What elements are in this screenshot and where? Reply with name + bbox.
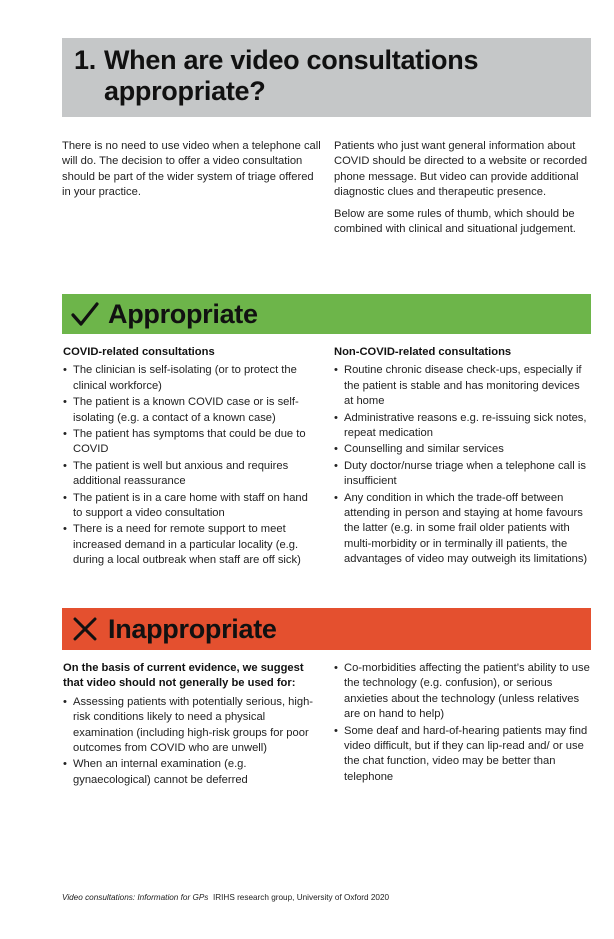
list-item: • The patient has symptoms that could be due to COVID xyxy=(63,427,313,458)
list-item: • Counselling and similar services xyxy=(334,442,592,457)
publication-title: Video consultations: Information for GPs xyxy=(62,893,209,902)
list-item: • The patient is a known COVID case or is self-isolating (e.g. a contact of a known case) xyxy=(63,395,313,426)
intro-right-paragraph-1: Patients who just want general information about COVID should be directed to a website or recorded phone message. But video can provide additional diagnostic clues and therapeutic presence. xyxy=(334,140,588,199)
inappropriate-intro: On the basis of current evidence, we suggest that video should not generally be used for: xyxy=(63,662,304,690)
list-item: • Administrative reasons e.g. re-issuing sick notes, repeat medication xyxy=(334,411,592,442)
list-item: • Assessing patients with potentially serious, high-risk conditions likely to need a physical examination (including high-risk groups for poor outcomes from COVID who are unwell) xyxy=(63,695,315,757)
title-line-2: appropriate? xyxy=(104,76,266,106)
intro-left xyxy=(62,139,324,207)
page-footer xyxy=(62,893,389,902)
list-item: • The patient is in a care home with staff on hand to support a video consultation xyxy=(63,491,313,522)
intro-right-paragraph-2: Below are some rules of thumb, which should be combined with clinical and situational judgement. xyxy=(334,207,576,236)
list-item: • Co-morbidities affecting the patient’s ability to use the technology (e.g. confusion), or serious anxieties about the technology (unless relatives are on hand to help) xyxy=(334,661,592,723)
publication-credit: IRIHS research group, University of Oxford 2020 xyxy=(212,893,390,902)
appropriate-banner xyxy=(62,294,591,334)
non-covid-related-heading: Non-COVID-related consultations xyxy=(334,346,512,358)
list-item: • Any condition in which the trade-off between attending in person and staying at home favours the latter (e.g. in some frail older patients with multi-morbidity or in terminally ill patients, the advantages of video may outweigh its limitations) xyxy=(334,491,592,568)
list-item: • Some deaf and hard-of-hearing patients may find video difficult, but if they can lip-read and/ or use the chat function, video may be better than telephone xyxy=(334,724,592,786)
list-item: • The clinician is self-isolating (or to protect the clinical workforce) xyxy=(63,363,313,394)
non-covid-related-column xyxy=(334,345,592,569)
intro-left-text: There is no need to use video when a telephone call will do. The decision to offer a video consultation should be part of the wider system of triage offered in your practice. xyxy=(62,140,321,199)
list-item: • When an internal examination (e.g. gynaecological) cannot be deferred xyxy=(63,757,315,788)
list-item: • Routine chronic disease check-ups, especially if the patient is stable and has monitoring devices at home xyxy=(334,363,592,409)
title-banner xyxy=(62,38,591,117)
list-item: • The patient is well but anxious and requires additional reassurance xyxy=(63,459,313,490)
list-item: • There is a need for remote support to meet increased demand in a particular locality (e.g. during a local outbreak when staff are off sick) xyxy=(63,522,313,568)
intro-right xyxy=(334,139,596,243)
list-item: • Duty doctor/nurse triage when a telephone call is insufficient xyxy=(334,459,592,490)
covid-related-column xyxy=(63,345,313,570)
appropriate-heading: Appropriate xyxy=(108,298,258,329)
inappropriate-left-column xyxy=(63,661,315,789)
check-icon xyxy=(70,299,100,329)
section-number: 1. xyxy=(74,45,96,75)
title-line-1: When are video consultations xyxy=(104,45,479,75)
inappropriate-left-list xyxy=(63,695,315,788)
cross-icon xyxy=(70,614,100,644)
covid-related-list xyxy=(63,363,313,568)
inappropriate-right-column xyxy=(334,661,592,786)
non-covid-related-list xyxy=(334,363,592,567)
page-title xyxy=(74,45,478,107)
inappropriate-heading: Inappropriate xyxy=(108,613,277,644)
inappropriate-banner xyxy=(62,608,591,650)
inappropriate-right-list xyxy=(334,661,592,785)
covid-related-heading: COVID-related consultations xyxy=(63,346,215,358)
